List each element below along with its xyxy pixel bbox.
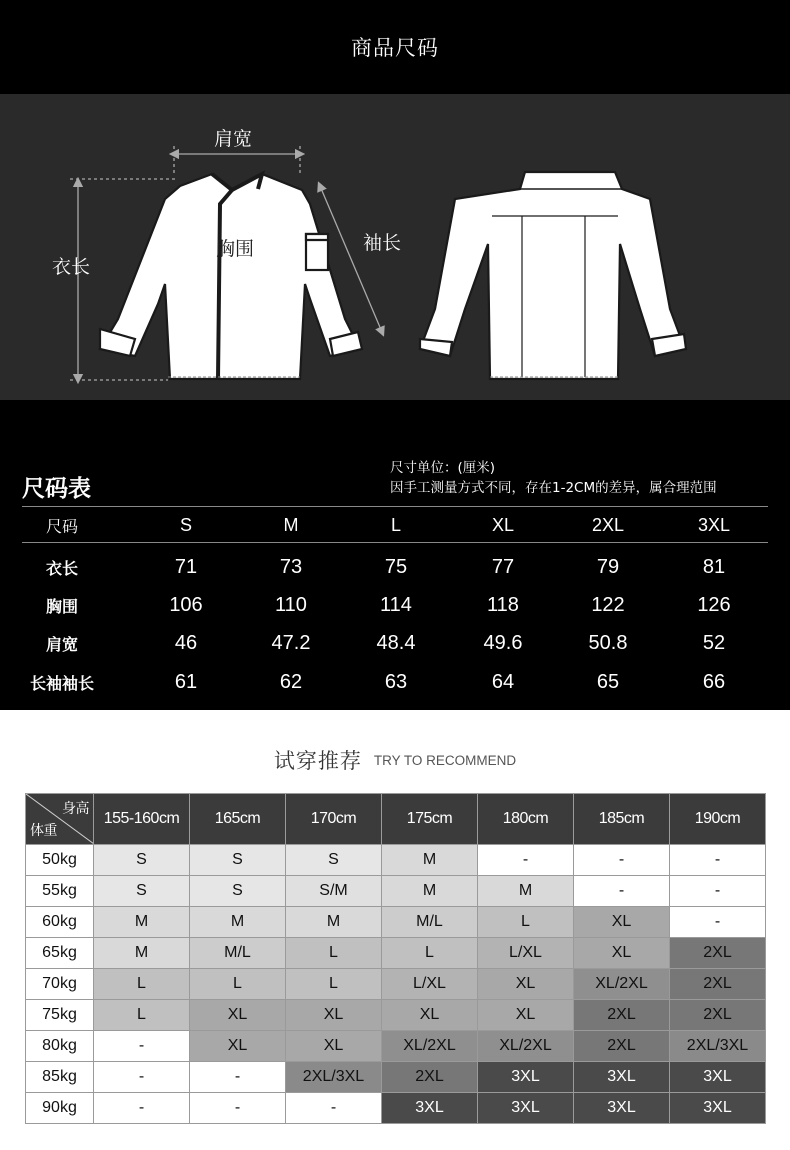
recommend-size-cell: M/L xyxy=(382,907,478,938)
size-value-cell: 52 xyxy=(702,631,726,654)
weight-label: 80kg xyxy=(26,1031,94,1062)
recommend-size-cell: L xyxy=(190,969,286,1000)
recommend-size-cell: S xyxy=(190,845,286,876)
weight-label: 55kg xyxy=(26,876,94,907)
height-header: 170cm xyxy=(286,794,382,845)
recommend-size-cell: 3XL xyxy=(670,1062,766,1093)
recommend-size-cell: - xyxy=(190,1093,286,1124)
recommend-size-cell: 2XL xyxy=(670,969,766,1000)
recommend-size-cell: XL/2XL xyxy=(382,1031,478,1062)
recommend-table xyxy=(25,793,766,1124)
recommend-size-cell: M/L xyxy=(190,938,286,969)
page-header xyxy=(0,0,790,94)
measure-label: 肩宽 xyxy=(45,634,78,654)
recommend-size-cell: XL xyxy=(190,1031,286,1062)
recommend-size-cell: M xyxy=(286,907,382,938)
size-value-cell: 62 xyxy=(279,670,303,693)
table-row xyxy=(26,1062,766,1093)
measure-label: 衣长 xyxy=(45,558,78,578)
recommend-size-cell: S xyxy=(286,845,382,876)
sleeve-length-label: 袖长 xyxy=(363,232,402,254)
recommend-size-cell: XL xyxy=(574,938,670,969)
size-row xyxy=(0,663,790,701)
recommend-size-cell: M xyxy=(190,907,286,938)
unit-line: 尺寸单位：(厘米) xyxy=(390,460,496,476)
recommend-size-cell: L xyxy=(94,969,190,1000)
recommend-size-cell: S xyxy=(190,876,286,907)
recommend-size-cell: L/XL xyxy=(382,969,478,1000)
table-row xyxy=(26,845,766,876)
recommend-title-zh: 试穿推荐 xyxy=(273,749,362,773)
recommend-size-cell: 2XL xyxy=(574,1031,670,1062)
corner-weight-label: 体重 xyxy=(30,822,57,838)
size-value-cell: 118 xyxy=(487,593,519,616)
recommend-size-cell: - xyxy=(670,876,766,907)
measure-label: 胸围 xyxy=(45,596,78,616)
recommend-size-cell: 3XL xyxy=(574,1093,670,1124)
recommend-size-cell: XL xyxy=(382,1000,478,1031)
weight-label: 50kg xyxy=(26,845,94,876)
table-row xyxy=(26,1031,766,1062)
recommend-size-cell: - xyxy=(94,1093,190,1124)
size-value-cell: 81 xyxy=(702,555,726,578)
garment-diagram xyxy=(0,94,790,400)
recommend-size-cell: 2XL xyxy=(382,1062,478,1093)
recommend-body xyxy=(26,845,766,1124)
corner-height-label: 身高 xyxy=(62,800,89,816)
size-value-cell: 75 xyxy=(384,555,408,578)
size-value-cell: 46 xyxy=(174,631,198,654)
recommend-size-cell: 3XL xyxy=(574,1062,670,1093)
weight-label: 75kg xyxy=(26,1000,94,1031)
size-value-cell: 106 xyxy=(169,593,203,616)
recommend-size-cell: - xyxy=(574,845,670,876)
recommend-size-cell: M xyxy=(478,876,574,907)
recommend-size-cell: 2XL xyxy=(670,938,766,969)
height-header: 185cm xyxy=(574,794,670,845)
size-chart-title: 尺码表 xyxy=(22,476,91,502)
height-header: 180cm xyxy=(478,794,574,845)
measure-label: 长袖袖长 xyxy=(29,673,94,693)
recommend-size-cell: 3XL xyxy=(478,1093,574,1124)
recommend-size-cell: 3XL xyxy=(670,1093,766,1124)
table-row xyxy=(26,876,766,907)
table-row xyxy=(26,1000,766,1031)
size-header-cell: S xyxy=(179,514,192,535)
recommend-size-cell: - xyxy=(286,1093,382,1124)
recommend-size-cell: - xyxy=(190,1062,286,1093)
height-header: 165cm xyxy=(190,794,286,845)
recommend-size-cell: 2XL xyxy=(574,1000,670,1031)
unit-note xyxy=(390,458,717,498)
size-chart xyxy=(0,400,790,710)
recommend-size-cell: XL xyxy=(478,969,574,1000)
recommend-size-cell: - xyxy=(574,876,670,907)
recommend-size-cell: - xyxy=(94,1062,190,1093)
weight-label: 70kg xyxy=(26,969,94,1000)
recommend-size-cell: XL xyxy=(190,1000,286,1031)
weight-label: 60kg xyxy=(26,907,94,938)
height-header: 190cm xyxy=(670,794,766,845)
height-header: 175cm xyxy=(382,794,478,845)
size-value-cell: 63 xyxy=(384,670,408,693)
corner-cell xyxy=(26,794,94,845)
measure-note: 因手工测量方式不同，存在1-2CM的差异，属合理范围 xyxy=(390,480,717,496)
size-value-cell: 71 xyxy=(174,555,198,578)
size-row xyxy=(0,548,790,586)
size-value-cell: 77 xyxy=(491,555,515,578)
table-row xyxy=(26,1093,766,1124)
size-value-cell: 126 xyxy=(697,593,731,616)
recommend-size-cell: XL xyxy=(478,1000,574,1031)
size-value-cell: 50.8 xyxy=(588,631,628,654)
recommend-title xyxy=(0,740,790,780)
size-header-cell: L xyxy=(390,514,401,535)
recommend-size-cell: S xyxy=(94,845,190,876)
size-header-cell: 3XL xyxy=(697,514,731,535)
table-row xyxy=(26,907,766,938)
recommend-size-cell: XL xyxy=(286,1000,382,1031)
size-value-cell: 73 xyxy=(279,555,303,578)
size-value-cell: 122 xyxy=(591,593,625,616)
table-row xyxy=(26,938,766,969)
header-title: 商品尺码 xyxy=(351,36,439,60)
size-value-cell: 79 xyxy=(596,555,620,578)
recommend-size-cell: M xyxy=(382,876,478,907)
recommend-size-cell: XL/2XL xyxy=(574,969,670,1000)
size-value-cell: 47.2 xyxy=(271,631,311,654)
height-header: 155-160cm xyxy=(94,794,190,845)
size-header-cell: M xyxy=(283,514,299,535)
recommend-size-cell: 2XL xyxy=(670,1000,766,1031)
recommend-size-cell: M xyxy=(94,907,190,938)
recommend-title-en: TRY TO RECOMMEND xyxy=(373,752,517,768)
body-length-label: 衣长 xyxy=(52,256,91,278)
size-value-cell: 110 xyxy=(275,593,307,616)
recommend-size-cell: 2XL/3XL xyxy=(670,1031,766,1062)
weight-label: 85kg xyxy=(26,1062,94,1093)
recommend-size-cell: L xyxy=(286,969,382,1000)
size-value-cell: 64 xyxy=(491,670,515,693)
weight-label: 65kg xyxy=(26,938,94,969)
recommend-size-cell: - xyxy=(670,845,766,876)
recommend-size-cell: L xyxy=(382,938,478,969)
weight-label: 90kg xyxy=(26,1093,94,1124)
recommend-header-row xyxy=(26,794,766,845)
size-value-cell: 66 xyxy=(702,670,726,693)
size-value-cell: 114 xyxy=(380,593,412,616)
size-header-cell: XL xyxy=(491,514,515,535)
size-value-cell: 61 xyxy=(174,670,198,693)
recommend-size-cell: L xyxy=(94,1000,190,1031)
table-row xyxy=(26,969,766,1000)
recommend-size-cell: XL/2XL xyxy=(478,1031,574,1062)
recommend-size-cell: 3XL xyxy=(478,1062,574,1093)
recommend-size-cell: 2XL/3XL xyxy=(286,1062,382,1093)
recommend-size-cell: L/XL xyxy=(478,938,574,969)
front-jacket xyxy=(100,174,362,379)
size-row xyxy=(0,624,790,662)
recommend-size-cell: S xyxy=(94,876,190,907)
recommend-size-cell: - xyxy=(670,907,766,938)
recommend-size-cell: - xyxy=(94,1031,190,1062)
size-value-cell: 49.6 xyxy=(483,631,523,654)
chest-label: 胸围 xyxy=(216,238,255,260)
size-header-label: 尺码 xyxy=(45,516,78,536)
shoulder-width-label: 肩宽 xyxy=(214,128,253,150)
recommend-size-cell: L xyxy=(478,907,574,938)
recommend-size-cell: XL xyxy=(574,907,670,938)
recommend-size-cell: - xyxy=(478,845,574,876)
recommend-size-cell: L xyxy=(286,938,382,969)
size-header-row xyxy=(0,506,790,544)
recommend-size-cell: M xyxy=(382,845,478,876)
recommend-size-cell: M xyxy=(94,938,190,969)
recommend-size-cell: 3XL xyxy=(382,1093,478,1124)
recommend-size-cell: S/M xyxy=(286,876,382,907)
size-header-cell: 2XL xyxy=(591,514,625,535)
back-jacket xyxy=(420,172,686,379)
size-value-cell: 65 xyxy=(596,670,620,693)
size-row xyxy=(0,586,790,624)
size-value-cell: 48.4 xyxy=(376,631,416,654)
recommend-size-cell: XL xyxy=(286,1031,382,1062)
